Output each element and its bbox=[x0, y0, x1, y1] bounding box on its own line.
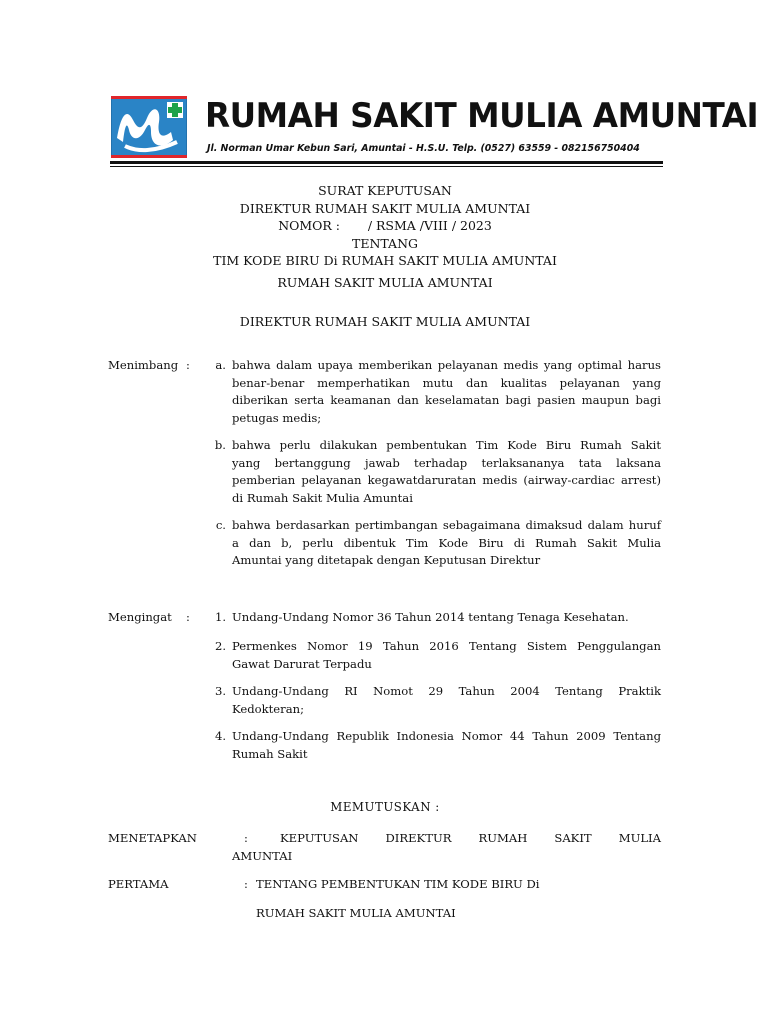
mengingat-label: Mengingat bbox=[108, 610, 172, 624]
menetapkan-label: MENETAPKAN bbox=[108, 831, 197, 845]
menetapkan-text-line1-wrap bbox=[280, 830, 661, 848]
pertama-label: PERTAMA bbox=[108, 877, 169, 891]
title-decree: SURAT KEPUTUSAN bbox=[318, 183, 452, 198]
menetapkan-colon: : bbox=[244, 831, 248, 845]
menimbang-section bbox=[108, 357, 661, 577]
text-line: Permenkes Nomor 19 Tahun 2016 Tentang Sistem Penggulangan bbox=[232, 639, 661, 653]
menimbang-item-c bbox=[232, 517, 661, 570]
menetapkan-section bbox=[108, 830, 661, 870]
pertama-section bbox=[108, 876, 661, 926]
text-line: pemberian pelayanan kegawatdaruratan medis (airway-cardiac arrest) bbox=[232, 473, 661, 487]
mengingat-colon: : bbox=[186, 610, 190, 624]
menetapkan-text-line2: AMUNTAI bbox=[232, 849, 293, 863]
text-line: bahwa berdasarkan pertimbangan sebagaimana dimaksud dalam huruf bbox=[232, 518, 661, 532]
text-line: bahwa perlu dilakukan pembentukan Tim Kode Biru Rumah Sakit bbox=[232, 438, 661, 452]
text-line: yang bertanggung jawab terhadap terlaksananya tata laksana bbox=[232, 455, 661, 470]
menimbang-label: Menimbang bbox=[108, 358, 179, 372]
text-line: Kedokteran; bbox=[232, 701, 304, 716]
hospital-address: Jl. Norman Umar Kebun Sari, Amuntai - H.S.U. Telp. (0527) 63559 - 082156750404 bbox=[207, 143, 640, 154]
pertama-text-line1: TENTANG PEMBENTUKAN TIM KODE BIRU Di bbox=[256, 877, 540, 891]
menimbang-item-b bbox=[232, 437, 661, 507]
mengingat-section bbox=[108, 609, 661, 769]
title-subject: TIM KODE BIRU Di RUMAH SAKIT MULIA AMUNTAI bbox=[213, 253, 557, 268]
pertama-text-line2: RUMAH SAKIT MULIA AMUNTAI bbox=[256, 906, 456, 920]
text-line: Rumah Sakit bbox=[232, 746, 308, 761]
text-line: Undang-Undang RI Nomot 29 Tahun 2004 Tentang Praktik bbox=[232, 684, 661, 698]
decree-title-block bbox=[110, 182, 660, 331]
pertama-colon: : bbox=[244, 877, 248, 891]
text-line: Amuntai yang ditetapak dengan Keputusan Direktur bbox=[232, 553, 541, 567]
decides-heading: MEMUTUSKAN : bbox=[330, 800, 440, 814]
mengingat-item-1 bbox=[232, 609, 661, 627]
hospital-name: RUMAH SAKIT MULIA AMUNTAI bbox=[205, 96, 759, 136]
text-line: di Rumah Sakit Mulia Amuntai bbox=[232, 490, 413, 505]
text-line: Undang-Undang Nomor 36 Tahun 2014 tentang Tenaga Kesehatan. bbox=[232, 610, 629, 624]
text-line: Undang-Undang Republik Indonesia Nomor 44 Tahun 2009 Tentang bbox=[232, 729, 661, 743]
menimbang-marker-b: b. bbox=[214, 438, 226, 452]
text-line: petugas medis; bbox=[232, 410, 322, 425]
menetapkan-text-line1: KEPUTUSAN DIREKTUR RUMAH SAKIT MULIA bbox=[280, 831, 661, 845]
mengingat-item-4 bbox=[232, 728, 661, 763]
text-line: diberikan serta keamanan dan keselamatan bagi pasien maupun bagi bbox=[232, 393, 661, 407]
letterhead-divider-thin bbox=[110, 166, 663, 167]
hospital-logo-icon bbox=[111, 96, 187, 158]
mengingat-item-2 bbox=[232, 638, 661, 673]
menimbang-marker-a: a. bbox=[215, 358, 226, 372]
title-director: DIREKTUR RUMAH SAKIT MULIA AMUNTAI bbox=[239, 200, 531, 216]
title-hospital: RUMAH SAKIT MULIA AMUNTAI bbox=[277, 274, 493, 290]
title-about: TENTANG bbox=[351, 235, 418, 251]
menetapkan-text-line2-wrap bbox=[232, 848, 661, 866]
text-line: a dan b, perlu dibentuk Tim Kode Biru di Rumah Sakit Mulia bbox=[232, 535, 661, 550]
mengingat-marker-1: 1. bbox=[214, 610, 226, 624]
menimbang-marker-c: c. bbox=[215, 518, 226, 532]
mengingat-marker-4: 4. bbox=[214, 729, 226, 743]
title-issuer: DIREKTUR RUMAH SAKIT MULIA AMUNTAI bbox=[239, 314, 531, 329]
text-line: benar-benar memperhatikan mutu dan kualitas pelayanan yang bbox=[232, 375, 661, 390]
mengingat-marker-3: 3. bbox=[214, 684, 226, 698]
text-line: Gawat Darurat Terpadu bbox=[232, 656, 372, 671]
text-line: bahwa dalam upaya memberikan pelayanan medis yang optimal harus bbox=[232, 358, 661, 372]
menimbang-colon: : bbox=[186, 358, 190, 372]
title-number: NOMOR : / RSMA /VIII / 2023 bbox=[278, 218, 492, 233]
mengingat-item-3 bbox=[232, 683, 661, 718]
letterhead-divider-thick bbox=[110, 161, 663, 164]
mengingat-marker-2: 2. bbox=[214, 639, 226, 653]
menimbang-item-a bbox=[232, 357, 661, 427]
